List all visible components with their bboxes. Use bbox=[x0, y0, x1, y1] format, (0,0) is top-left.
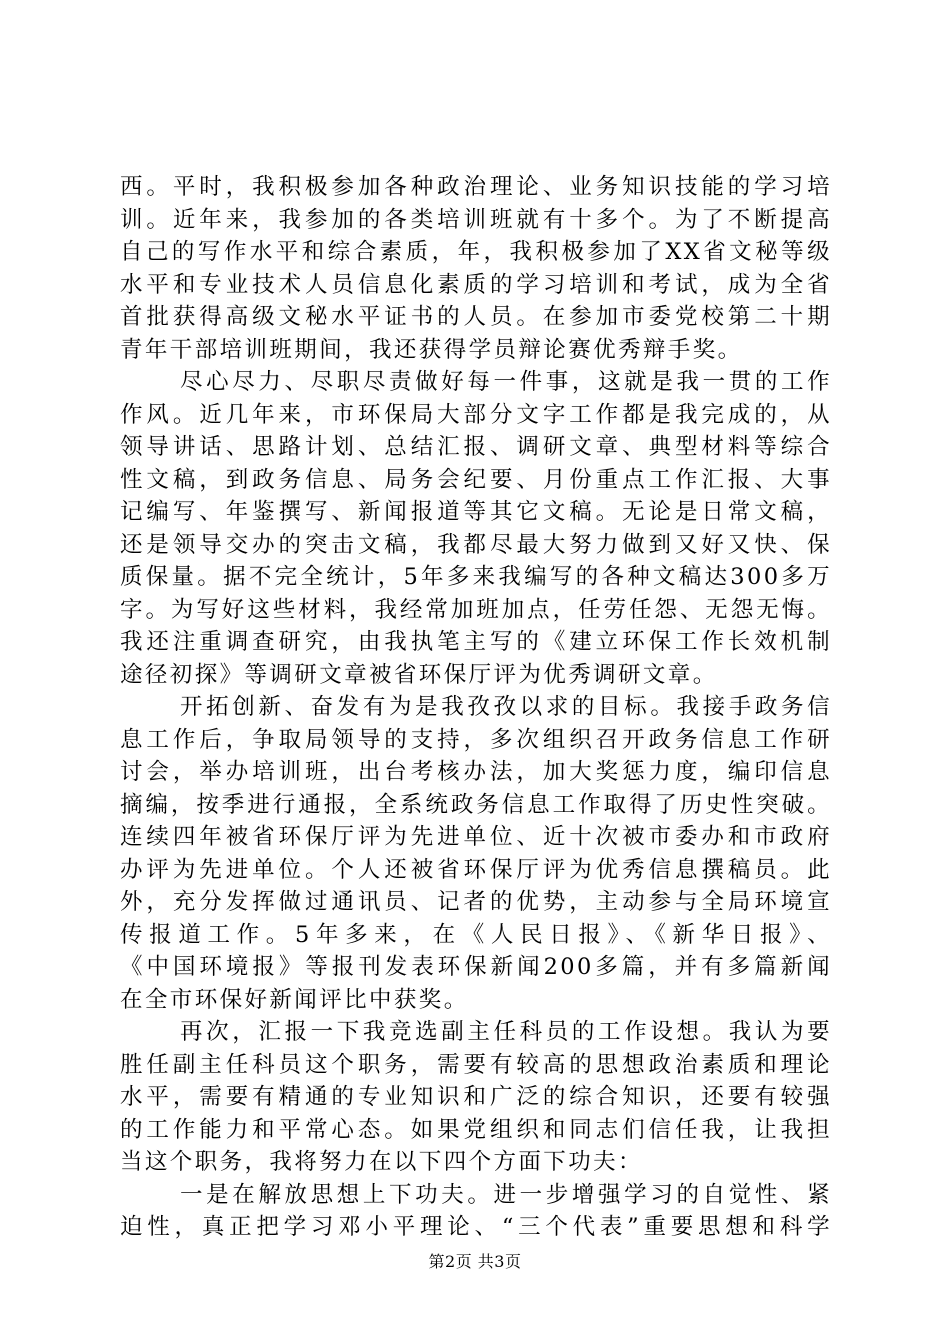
text-line: 我还注重调查研究，由我执笔主写的《建立环保工作长效机制 bbox=[120, 629, 832, 655]
text-line: 领导讲话、思路计划、总结汇报、调研文章、典型材料等综合 bbox=[120, 434, 832, 460]
text-line: 训。近年来，我参加的各类培训班就有十多个。为了不断提高 bbox=[120, 206, 832, 233]
text-line: 尽心尽力、尽职尽责做好每一件事，这就是我一贯的工作 bbox=[180, 369, 832, 395]
text-line: 息工作后，争取局领导的支持，多次组织召开政务信息工作研 bbox=[120, 726, 832, 753]
text-line: 胜任副主任科员这个职务，需要有较高的思想政治素质和理论 bbox=[120, 1051, 832, 1078]
text-line: 青年干部培训班期间，我还获得学员辩论赛优秀辩手奖。 bbox=[120, 336, 743, 363]
text-line: 办评为先进单位。个人还被省环保厅评为优秀信息撰稿员。此 bbox=[120, 856, 832, 883]
text-line: 记编写、年鉴撰写、新闻报道等其它文稿。无论是日常文稿， bbox=[120, 499, 832, 525]
body-text bbox=[120, 171, 832, 1244]
text-line: 《中国环境报》等报刊发表环保新闻200多篇，并有多篇新闻 bbox=[120, 954, 832, 980]
text-line: 的工作能力和平常心态。如果党组织和同志们信任我，让我担 bbox=[120, 1116, 832, 1143]
text-line: 途径初探》等调研文章被省环保厅评为优秀调研文章。 bbox=[120, 661, 718, 688]
text-line: 在全市环保好新闻评比中获奖。 bbox=[120, 986, 469, 1013]
text-line: 外，充分发挥做过通讯员、记者的优势，主动参与全局环境宣 bbox=[120, 889, 832, 915]
text-line: 一是在解放思想上下功夫。进一步增强学习的自觉性、紧 bbox=[180, 1181, 832, 1208]
text-line: 自己的写作水平和综合素质，年，我积极参加了XX省文秘等级 bbox=[120, 239, 832, 265]
text-line: 质保量。据不完全统计，5年多来我编写的各种文稿达300多万 bbox=[120, 564, 832, 590]
text-line: 作风。近几年来，市环保局大部分文字工作都是我完成的，从 bbox=[120, 401, 832, 428]
text-line: 开拓创新、奋发有为是我孜孜以求的目标。我接手政务信 bbox=[180, 694, 832, 720]
text-line: 西。平时，我积极参加各种政治理论、业务知识技能的学习培 bbox=[120, 174, 832, 200]
text-line: 连续四年被省环保厅评为先进单位、近十次被市委办和市政府 bbox=[120, 824, 832, 850]
text-line: 讨会，举办培训班，出台考核办法，加大奖惩力度，编印信息 bbox=[120, 759, 832, 785]
text-line: 性文稿，到政务信息、局务会纪要、月份重点工作汇报、大事 bbox=[120, 466, 832, 493]
text-line: 字。为写好这些材料，我经常加班加点，任劳任怨、无怨无悔。 bbox=[120, 596, 832, 623]
text-line: 首批获得高级文秘水平证书的人员。在参加市委党校第二十期 bbox=[120, 304, 832, 330]
page-footer: 第2页 共3页 bbox=[428, 1252, 522, 1271]
text-line: 水平，需要有精通的专业知识和广泛的综合知识，还要有较强 bbox=[120, 1084, 832, 1110]
text-line: 还是领导交办的突击文稿，我都尽最大努力做到又好又快、保 bbox=[120, 531, 832, 558]
text-line: 当这个职务，我将努力在以下四个方面下功夫： bbox=[120, 1149, 643, 1175]
text-line: 传报道工作。5年多来，在《人民日报》、《新华日报》、 bbox=[120, 921, 832, 948]
text-line: 再次，汇报一下我竞选副主任科员的工作设想。我认为要 bbox=[180, 1019, 832, 1045]
text-line: 摘编，按季进行通报，全系统政务信息工作取得了历史性突破。 bbox=[120, 791, 832, 818]
text-line: 水平和专业技术人员信息化素质的学习培训和考试，成为全省 bbox=[120, 271, 832, 298]
text-line: 迫性，真正把学习邓小平理论、“三个代表”重要思想和科学 bbox=[120, 1214, 832, 1240]
